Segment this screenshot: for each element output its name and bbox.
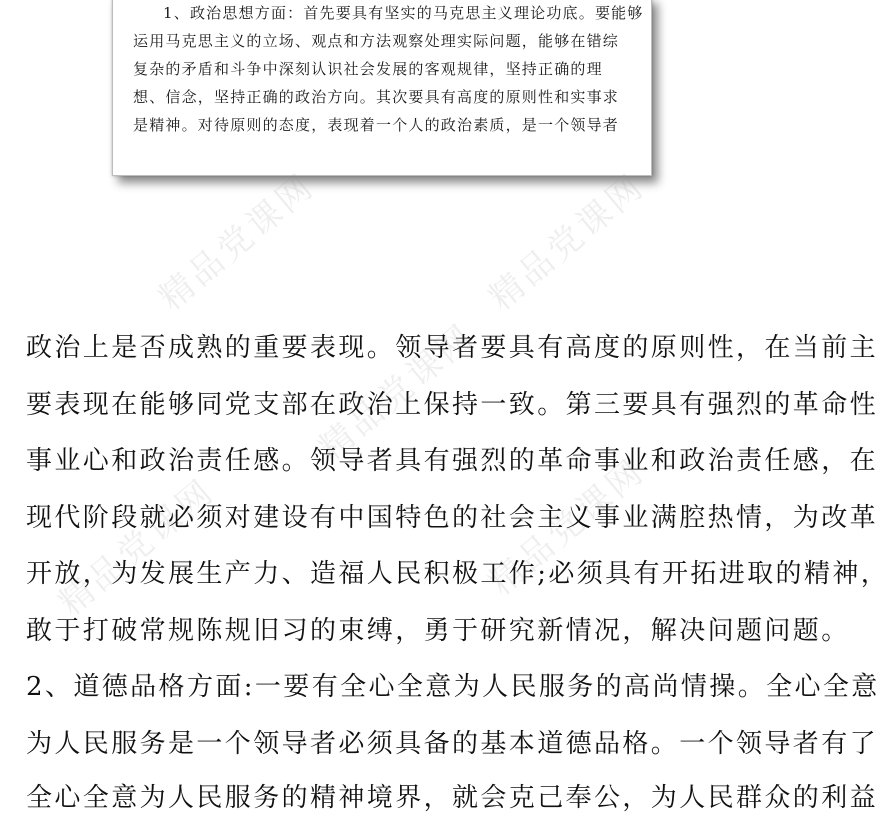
body-text-line-partial: 全心全意为人民服务的精神境界，就会克己奉公，为人民群众的利益 xyxy=(26,783,879,813)
scanned-text-line: 是精神。对待原则的态度，表现着一个人的政治素质，是一个领导者 xyxy=(133,116,620,134)
scanned-text-line: 复杂的矛盾和斗争中深刻认识社会发展的客观规律，坚持正确的理 xyxy=(133,60,603,78)
watermark: 精品党课网 xyxy=(51,470,223,624)
scanned-text-line: 运用马克思主义的立场、观点和方法观察处理实际问题，能够在错综 xyxy=(133,32,620,50)
body-text-line: 事业心和政治责任感。领导者具有强烈的革命事业和政治责任感，在 xyxy=(26,446,879,476)
body-text-line: 现代阶段就必须对建设有中国特色的社会主义事业满腔热情，为改革 xyxy=(26,502,879,533)
watermark: 精品党课网 xyxy=(311,315,483,469)
watermark: 精品党课网 xyxy=(481,450,653,604)
body-text-line: 2、道德品格方面:一要有全心全意为人民服务的高尚情操。全心全意 xyxy=(26,672,880,702)
scanned-text-line: 1、政治思想方面：首先要具有坚实的马克思主义理论功底。要能够 xyxy=(163,4,644,22)
body-text-line: 为人民服务是一个领导者必须具备的基本道德品格。一个领导者有了 xyxy=(26,728,879,759)
scanned-page-excerpt xyxy=(112,0,652,176)
body-text-line: 要表现在能够同党支部在政治上保持一致。第三要具有强烈的革命性 xyxy=(26,389,879,420)
scanned-text-line: 想、信念，坚持正确的政治方向。其次要具有高度的原则性和实事求 xyxy=(133,88,620,106)
watermark: 精品党课网 xyxy=(481,165,653,319)
watermark: 精品党课网 xyxy=(151,165,323,319)
body-text-line: 政治上是否成熟的重要表现。领导者要具有高度的原则性，在当前主 xyxy=(26,333,879,363)
body-text-line: 敢于打破常规陈规旧习的束缚，勇于研究新情况，解决问题问题。 xyxy=(26,615,850,646)
scanned-text-block xyxy=(133,0,644,139)
document-body xyxy=(26,320,889,772)
body-text-line: 开放，为发展生产力、造福人民积极工作;必须具有开拓进取的精神， xyxy=(26,559,889,589)
